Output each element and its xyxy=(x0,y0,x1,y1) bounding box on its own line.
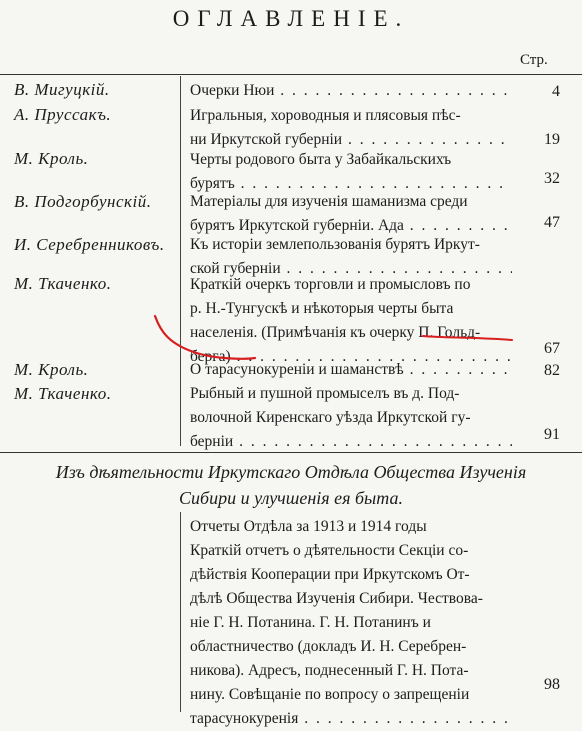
entry-title: Краткій очеркъ торговли и промысловъ по р. Н.-Тунгускѣ и нѣкоторыя черты быта населенія. (Примѣчанія къ очерку П. Гольд- берга) . . . xyxy=(190,273,512,369)
page-column-header: Стр. xyxy=(520,52,548,68)
entry-author: И. Серебренниковъ. xyxy=(14,235,165,254)
entry-page: 19 xyxy=(544,131,560,148)
entry-title: Рыбный и пушной промыселъ въ д. Под- волочной Киренскаго уѣзда Иркутской гу- берніи . . . xyxy=(190,382,512,454)
section-title-line2: Сибири и улучшенія ея быта. xyxy=(179,488,403,508)
section-title-line1: Изъ дѣятельности Иркутскаго Отдѣла Общества Изученія xyxy=(55,462,527,482)
entry-title: Матеріалы для изученія шаманизма среди бурятъ Иркутской губерніи. Ада . . . xyxy=(190,190,512,238)
entry-page: 47 xyxy=(544,214,560,231)
entry-author: В. Подгорбунскій. xyxy=(14,192,152,211)
entry-page: 82 xyxy=(544,362,560,379)
entry-author: М. Кроль. xyxy=(14,360,89,379)
entry-author: В. Мигуцкій. xyxy=(14,80,110,99)
entry-title: Черты родового быта у Забайкальскихъ бурятъ . . . xyxy=(190,148,512,196)
section-entry-page: 98 xyxy=(544,676,560,693)
entry-author: М. Ткаченко. xyxy=(14,384,112,403)
page-title: ОГЛАВЛЕНІЕ. xyxy=(172,6,410,31)
entry-title: О тарасунокуреніи и шаманствѣ . . . xyxy=(190,358,512,382)
entry-page: 4 xyxy=(552,83,560,100)
entry-page: 32 xyxy=(544,170,560,187)
annotation-underline-mark xyxy=(423,336,512,340)
section-entry-text: Отчеты Отдѣла за 1913 и 1914 годы Краткій отчетъ о дѣятельности Секціи со- дѣйствія Кооперации при Иркутскомъ От- дѣлѣ Общества Изученія Сибири. Чествова- ніе Г. Н. Потанина. Г. Н. Потанинъ и областничество (докладъ И. Н. Серебрен- никова). Адресъ, поднесенный Г. Н. Пота- нину. Совѣщаніе по вопросу о запрещеніи тарасунокуренія . . . xyxy=(190,515,512,731)
entry-author: М. Кроль. xyxy=(14,149,89,168)
entry-title: Игральныя, хороводныя и плясовыя пѣс- ни Иркутской губерніи . . . xyxy=(190,104,512,152)
entry-author: А. Пруссакъ. xyxy=(14,105,112,124)
annotation-bracket-mark xyxy=(155,316,255,359)
entry-author: М. Ткаченко. xyxy=(14,274,112,293)
entry-title: Къ исторіи землепользованія бурятъ Иркут- ской губерніи . . . xyxy=(190,233,512,281)
entry-page: 67 xyxy=(544,340,560,357)
entry-page: 91 xyxy=(544,426,560,443)
entry-title: Очерки Нюи . . . xyxy=(190,79,512,103)
